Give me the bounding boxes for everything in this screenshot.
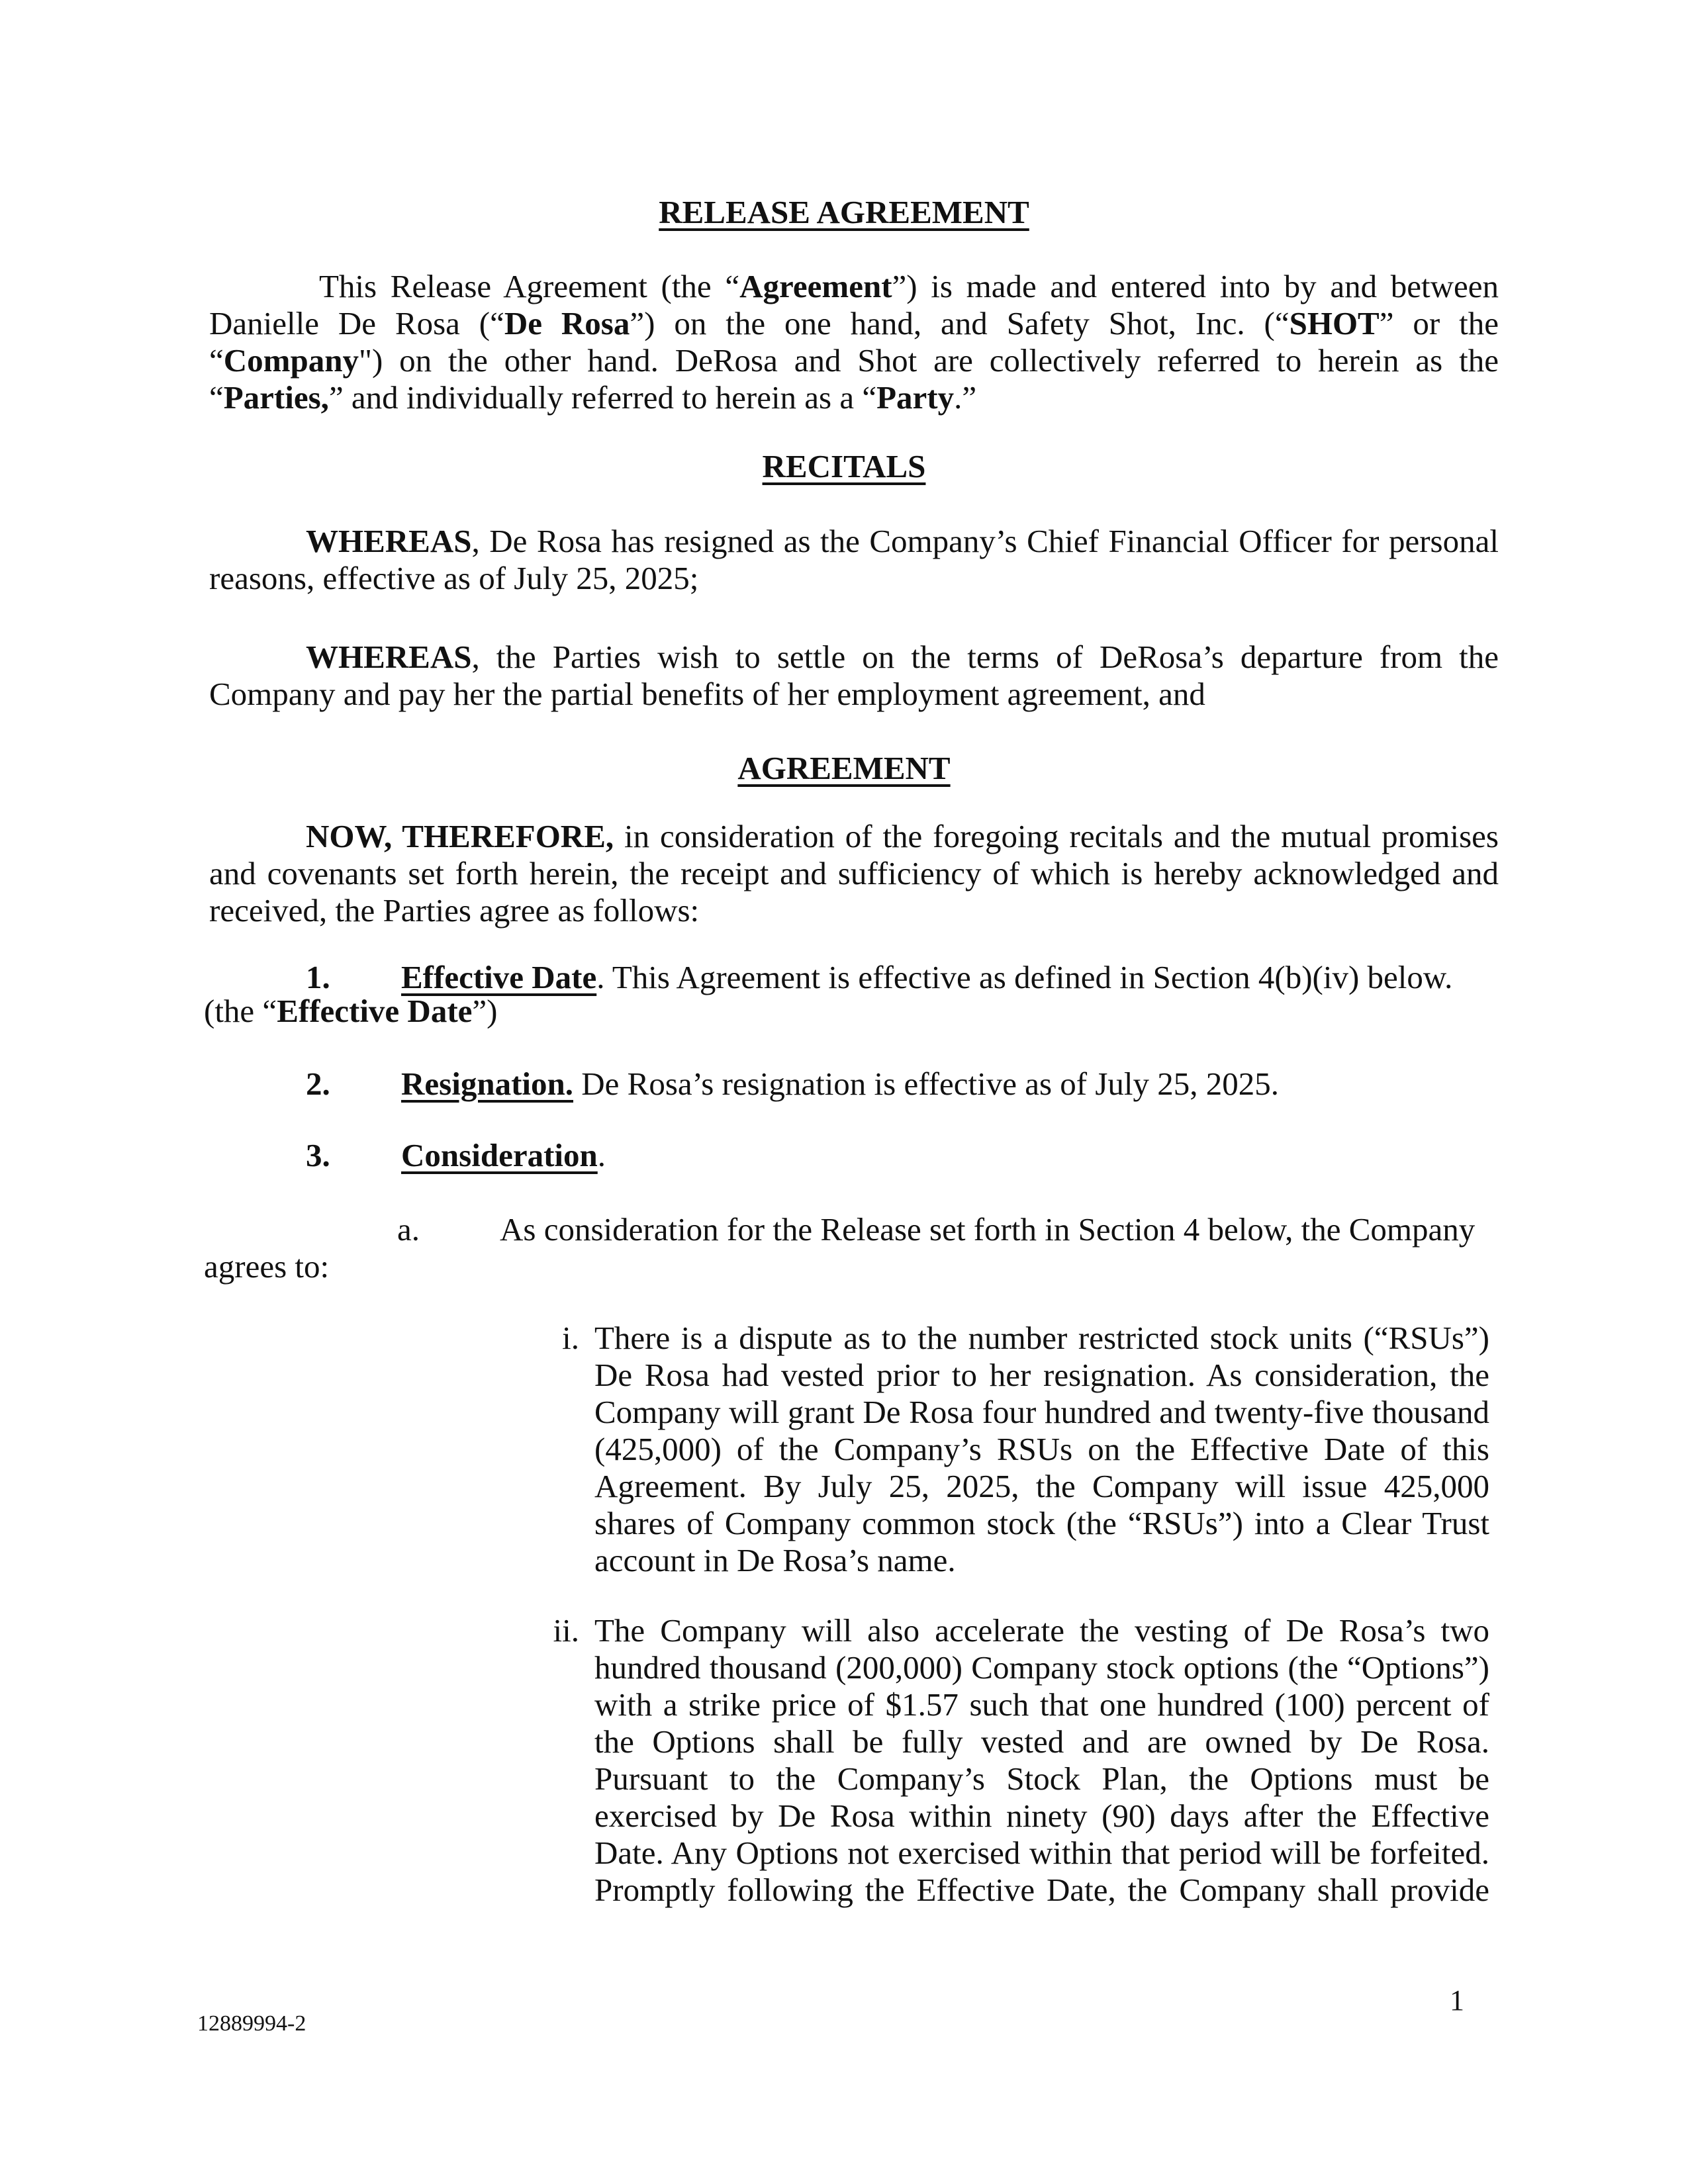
section-3-number: 3. [306, 1137, 330, 1173]
section-1-line: Effective Date. This Agreement is effective as defined in Section 4(b)(iv) below. [401, 959, 1453, 995]
section-2-line: Resignation. De Rosa’s resignation is effective as of July 25, 2025. [401, 1066, 1280, 1102]
item-ii-text: The Company will also accelerate the vesting of De Rosa’s two hundred thousand (200,000) Company stock options (the “Options”) with a strike price of $1.57 such that one hundred (100) percent of the Options shall be fully vested and are owned by De Rosa. Pursuant to the Company’s Stock Plan, the Options must be exercised by De Rosa within ninety (90) days after the Effective Date. Any Options not exercised within that period will be forfeited. Promptly following the Effective Date, the Company shall provide [594, 1612, 1489, 1908]
section-1-title: Effective Date [401, 959, 597, 995]
recital-1: WHEREAS, De Rosa has resigned as the Company’s Chief Financial Officer for personal reasons, effective as of July 25, 2025; [209, 523, 1499, 596]
subsection-a-continuation: agrees to: [204, 1248, 330, 1285]
item-i-text: There is a dispute as to the number restricted stock units (“RSUs”) De Rosa had vested prior to her resignation. As consideration, the Company will grant De Rosa four hundred and twenty-five thousand (425,000) of the Company’s RSUs on the Effective Date of this Agreement. By July 25, 2025, the Company will issue 425,000 shares of Company common stock (the “RSUs”) into a Clear Trust account in De Rosa’s name. [594, 1320, 1489, 1578]
recitals-heading: RECITALS [762, 448, 926, 484]
item-ii-marker: ii. [553, 1612, 579, 1649]
document-title: RELEASE AGREEMENT [659, 194, 1029, 230]
item-i-marker: i. [562, 1320, 579, 1356]
intro-paragraph: This Release Agreement (the “Agreement”) is made and entered into by and between Danielle De Rosa (“De Rosa”) on the one hand, and Safety Shot, Inc. (“SHOT” or the “Company") on the other hand. DeRosa and Shot are collectively referred to herein as the “Parties,” and individually referred to herein as a “Party.” [209, 268, 1499, 416]
document-id: 12889994-2 [197, 2011, 306, 2036]
page-number: 1 [1450, 1984, 1464, 2017]
now-therefore-paragraph: NOW, THEREFORE, in consideration of the foregoing recitals and the mutual promises and covenants set forth herein, the receipt and sufficiency of which is hereby acknowledged and received, the Parties agree as follows: [209, 818, 1499, 929]
section-1-line-2: (the “Effective Date”) [204, 993, 498, 1029]
section-2-title: Resignation. [401, 1066, 574, 1102]
section-2-number: 2. [306, 1066, 330, 1102]
section-3-title: Consideration [401, 1137, 598, 1173]
subsection-a-text: As consideration for the Release set forth in Section 4 below, the Company [500, 1211, 1476, 1248]
agreement-heading: AGREEMENT [737, 750, 951, 786]
subsection-a-marker: a. [397, 1211, 420, 1248]
section-1-number: 1. [306, 959, 330, 995]
recital-2: WHEREAS, the Parties wish to settle on the terms of DeRosa’s departure from the Company and pay her the partial benefits of her employment agreement, and [209, 639, 1499, 712]
section-3-line: Consideration. [401, 1137, 606, 1173]
